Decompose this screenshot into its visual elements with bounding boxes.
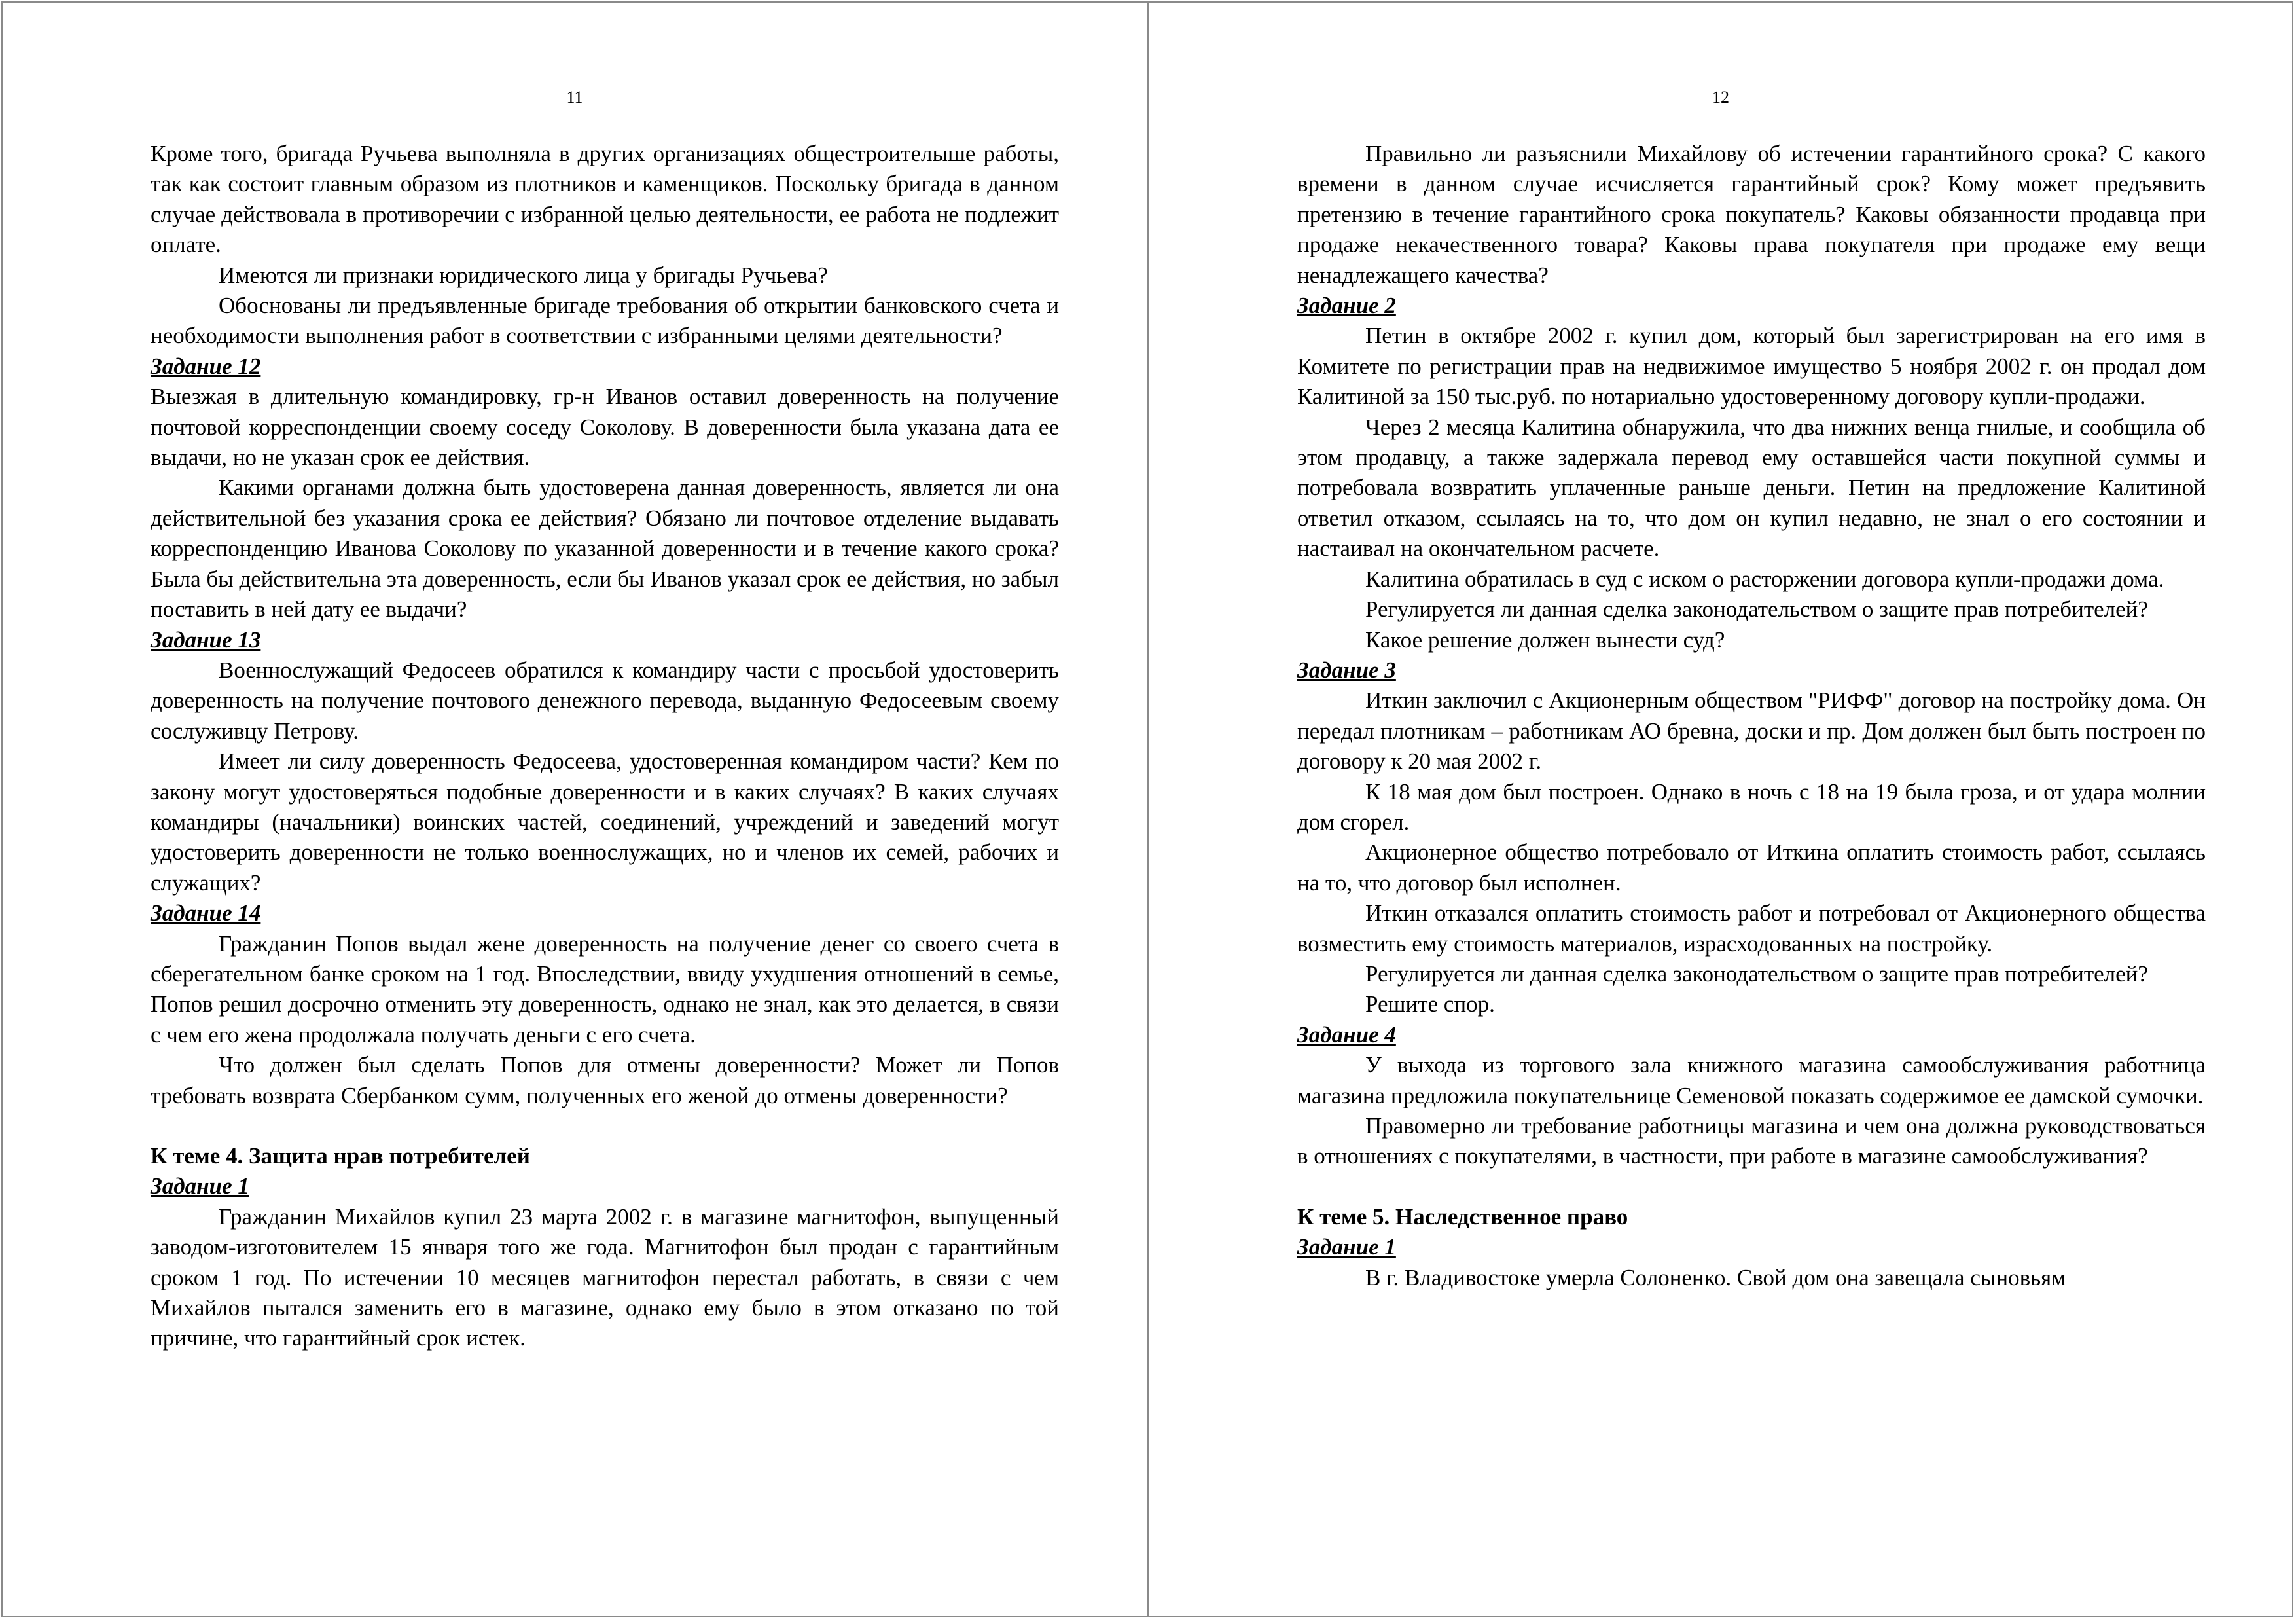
- paragraph: Гражданин Михайлов купил 23 марта 2002 г. в магазине магнитофон, выпущенный заводом-изготовителем 15 января того же года. Магнитофон был продан с гарантийным сроком 1 год. По истечении 10 месяцев магнитофон перестал работать, в связи с чем Михайлов пытался заменить его в магазине, однако ему было в этом отказано по той причине, что гарантийный срок истек.: [151, 1203, 1059, 1351]
- paragraph: Правомерно ли требование работницы магазина и чем она должна руководствоваться в отношениях с покупателями, в частности, при работе в магазине самообслуживания?: [1297, 1113, 2206, 1169]
- spacer: [1297, 1172, 2206, 1202]
- paragraph: К 18 мая дом был построен. Однако в ночь с 18 на 19 была гроза, и от удара молнии дом сгорел.: [1297, 778, 2206, 835]
- paragraph: Иткин заключил с Акционерным обществом "РИФФ" договор на постройку дома. Он передал плотникам – работникам АО бревна, доски и пр. Дом должен был быть построен по договору к 20 мая 2002 г.: [1297, 687, 2206, 775]
- paragraph: Военнослужащий Федосеев обратился к командиру части с просьбой удостоверить доверенность на получение почтового денежного перевода, выданную Федосеевым своему сослуживцу Петрову.: [151, 657, 1059, 744]
- page-number: 12: [1712, 88, 1729, 107]
- paragraph: Регулируется ли данная сделка законодательством о защите прав потребителей?: [1365, 596, 2148, 623]
- paragraph: Через 2 месяца Калитина обнаружила, что два нижних венца гнилые, и сообщила об этом продавцу, а также задержала перевод ему оставшейся части покупной суммы и потребовала возвратить уплаченные раньше деньги. Петин на предложение Калитиной ответил отказом, ссылаясь на то, что дом он купил недавно, не знал о его состоянии и настаивал на окончательном расчете.: [1297, 414, 2206, 562]
- task-heading: Задание 4: [1297, 1021, 1396, 1048]
- paragraph: Гражданин Попов выдал жене доверенность на получение денег со своего счета в сберегательном банке сроком на 1 год. Впоследствии, ввиду ухудшения отношений в семье, Попов решил досрочно отменить эту доверенность, однако не знал, как это делается, в связи с чем его жена продолжала получать деньги с его счета.: [151, 930, 1059, 1048]
- left-page: [1, 1, 1148, 1617]
- page-body: [151, 139, 1059, 1354]
- task-heading: Задание 3: [1297, 657, 1396, 683]
- paragraph: В г. Владивостоке умерла Солоненко. Свой дом она завещала сыновьям: [1365, 1264, 2066, 1290]
- paragraph: Решите спор.: [1365, 991, 1495, 1017]
- paragraph: Регулируется ли данная сделка законодательством о защите прав потребителей?: [1365, 960, 2148, 987]
- right-page: [1148, 1, 2293, 1617]
- paragraph: Какое решение должен вынести суд?: [1365, 627, 1725, 653]
- page-body: [1297, 139, 2206, 1293]
- paragraph: Обоснованы ли предъявленные бригаде требования об открытии банковского счета и необходимости выполнения работ в соответствии с избранными целями деятельности?: [151, 293, 1059, 349]
- paragraph: У выхода из торгового зала книжного магазина самообслуживания работница магазина предложила покупательнице Семеновой показать содержимое ее дамской сумочки.: [1297, 1052, 2206, 1108]
- paragraph: Иткин отказался оплатить стоимость работ и потребовал от Акционерного общества возместить ему стоимость материалов, израсходованных на постройку.: [1297, 900, 2206, 957]
- paragraph: Петин в октябре 2002 г. купил дом, который был зарегистрирован на его имя в Комитете по регистрации прав на недвижимое имущество 5 ноября 2002 г. он продал дом Калитиной за 150 тыс.руб. по нотариально удостоверенному договору купли-продажи.: [1297, 323, 2206, 410]
- task-heading: Задание 2: [1297, 293, 1396, 319]
- paragraph: Имеются ли признаки юридического лица у бригады Ручьева?: [219, 262, 828, 288]
- paragraph: Что должен был сделать Попов для отмены доверенности? Может ли Попов требовать возврата Сбербанком сумм, полученных его женой до отмены доверенности?: [151, 1052, 1059, 1108]
- paragraph: Калитина обратилась в суд с иском о расторжении договора купли-продажи дома.: [1365, 566, 2164, 592]
- task-heading: Задание 14: [151, 900, 261, 926]
- paragraph: Кроме того, бригада Ручьева выполняла в других организациях общестроителыше работы, так как состоит главным образом из плотников и каменщиков. Поскольку бригада в данном случае действовала в противоречии с избранной целью деятельности, ее работа не подлежит оплате.: [151, 141, 1059, 258]
- paragraph: Акционерное общество потребовало от Иткина оплатить стоимость работ, ссылаясь на то, что договор был исполнен.: [1297, 839, 2206, 896]
- topic-heading: К теме 5. Наследственное право: [1297, 1203, 1628, 1230]
- task-heading: Задание 12: [151, 353, 261, 379]
- task-heading: Задание 13: [151, 627, 261, 653]
- topic-heading: К теме 4. Защита нрав потребителей: [151, 1143, 530, 1169]
- paragraph: Выезжая в длительную командировку, гр-н Иванов оставил доверенность на получение почтовой корреспонденции своему соседу Соколову. В доверенности была указана дата ее выдачи, но не указан срок ее действия.: [151, 384, 1059, 471]
- page-number: 11: [566, 88, 583, 107]
- task-heading: Задание 1: [151, 1173, 249, 1199]
- spacer: [151, 1111, 1059, 1141]
- paragraph: Имеет ли силу доверенность Федосеева, удостоверенная командиром части? Кем по закону могут удостоверяться подобные доверенности и в каких случаях? В каких случаях командиры (начальники) воинских частей, соединений, учреждений и заведений могут удостоверить доверенности не только военнослужащих, но и членов их семей, рабочих и служащих?: [151, 748, 1059, 896]
- paragraph: Правильно ли разъяснили Михайлову об истечении гарантийного срока? С какого времени в данном случае исчисляется гарантийный срок? Кому может предъявить претензию в течение гарантийного срока покупатель? Каковы обязанности продавца при продаже некачественного товара? Каковы права покупателя при продаже ему вещи ненадлежащего качества?: [1297, 141, 2206, 288]
- task-heading: Задание 1: [1297, 1234, 1396, 1260]
- paragraph: Какими органами должна быть удостоверена данная доверенность, является ли она действительной без указания срока ее действия? Обязано ли почтовое отделение выдавать корреспонденцию Иванова Соколову по указанной доверенности и в течение какого срока? Была бы действительна эта доверенность, если бы Иванов указал срок ее действия, но забыл поставить в ней дату ее выдачи?: [151, 475, 1059, 623]
